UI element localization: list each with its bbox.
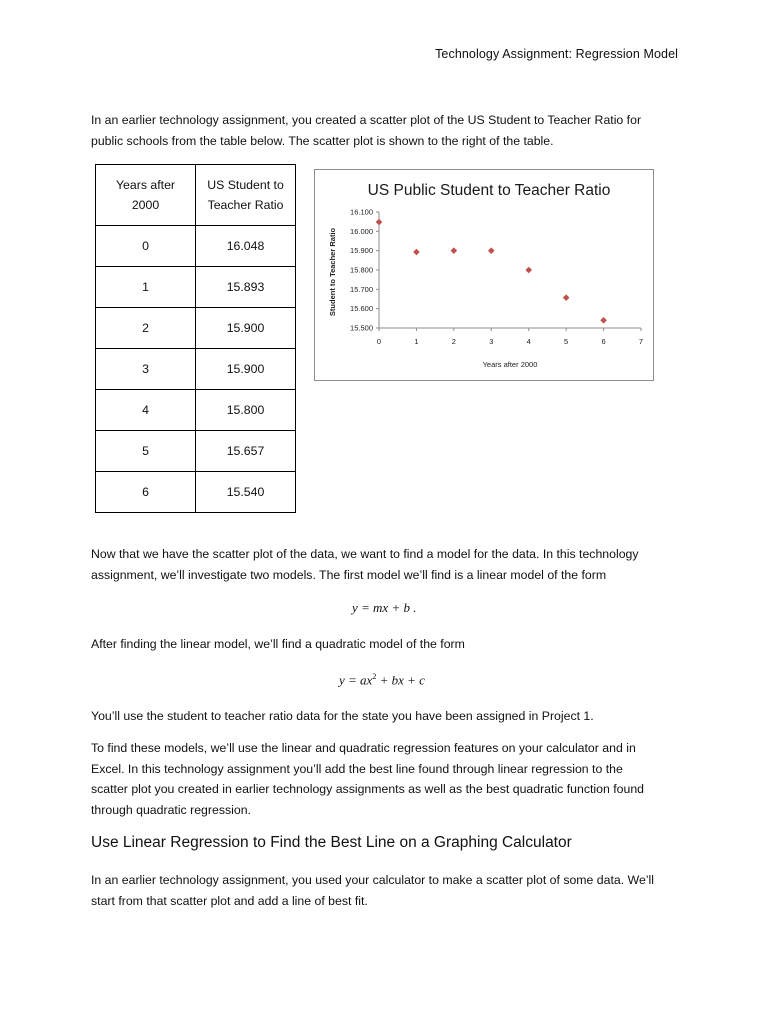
table-row [96,349,296,390]
chart-y-tick-label: 16.000 [350,226,373,236]
paragraph-models [91,544,681,585]
table-cell-ratio: 15.657 [196,431,296,472]
intro-line-2: public schools from the table below. The scatter plot is shown to the right of the table. [91,133,554,148]
table-cell-year: 5 [96,431,196,472]
paragraph-quadratic: After finding the linear model, we’ll find a quadratic model of the form [91,637,465,651]
table-cell-ratio: 15.900 [196,308,296,349]
paragraph-calculator-line-1: In an earlier technology assignment, you used your calculator to make a scatter plot of some data. We’ll [91,873,654,887]
table-cell-ratio: 15.900 [196,349,296,390]
chart-x-tick-label: 6 [601,337,606,346]
table-cell-ratio: 15.800 [196,390,296,431]
section-heading: Use Linear Regression to Find the Best Line on a Graphing Calculator [91,834,572,851]
chart-x-tick-label: 0 [376,337,382,346]
paragraph-regression-features [91,738,681,820]
data-point [525,267,532,274]
chart-x-tick-label: 3 [489,337,494,346]
data-point [600,317,607,324]
paragraph-regression-line-2: Excel. In this technology assignment you’ll add the best line found through linear regression to the [91,761,623,776]
linear-equation: y = mx + b . [352,600,417,615]
chart-y-axis-title: Student to Teacher Ratio [328,227,337,317]
table-cell-year: 3 [96,349,196,390]
table-cell-ratio: 15.893 [196,267,296,308]
table-cell-ratio: 15.540 [196,472,296,513]
chart-y-tick-label: 16.100 [350,207,373,217]
paragraph-calculator [91,870,681,911]
data-point [451,247,458,254]
table-row [96,226,296,267]
chart-y-tick-label: 15.800 [350,265,373,275]
table-cell-year: 2 [96,308,196,349]
paragraph-regression-line-4: through quadratic regression. [91,802,251,817]
chart-y-tick-label: 15.500 [350,323,373,333]
scatter-chart-svg [315,170,655,382]
scatter-chart [314,169,654,381]
table-cell-year: 6 [96,472,196,513]
chart-x-axis-title: Years after 2000 [482,360,538,369]
table-header-ratio: US Student to Teacher Ratio [196,165,296,226]
chart-x-tick-label: 1 [414,337,419,346]
table-cell-ratio: 16.048 [196,226,296,267]
table-header-row [96,165,296,226]
data-point [413,249,420,256]
table-cell-year: 0 [96,226,196,267]
table-row [96,472,296,513]
chart-x-tick-label: 5 [564,337,569,346]
table-row [96,308,296,349]
intro-paragraph [91,110,681,151]
paragraph-regression-line-3: scatter plot you created in earlier technology assignments as well as the best quadratic function found [91,782,644,796]
table-row [96,390,296,431]
chart-y-tick-label: 15.700 [350,284,373,294]
table-cell-year: 1 [96,267,196,308]
paragraph-models-line-1: Now that we have the scatter plot of the data, we want to find a model for the data. In this technology [91,547,639,561]
chart-title: US Public Student to Teacher Ratio [367,182,611,199]
table-row [96,267,296,308]
chart-x-tick-label: 4 [526,337,531,346]
intro-line-1: In an earlier technology assignment, you created a scatter plot of the US Student to Teacher Ratio for [91,113,642,127]
paragraph-state-data: You’ll use the student to teacher ratio data for the state you have been assigned in Project 1. [91,709,594,723]
data-point [563,294,570,301]
quadratic-equation [339,672,425,688]
data-point [376,219,383,226]
chart-y-tick-label: 15.900 [350,246,373,256]
table-cell-year: 4 [96,390,196,431]
paragraph-calculator-line-2: start from that scatter plot and add a line of best fit. [91,893,368,908]
table-header-years: Years after 2000 [96,165,196,226]
chart-y-tick-label: 15.600 [350,304,373,314]
table-row [96,431,296,472]
chart-x-tick-label: 7 [638,337,644,346]
chart-x-tick-label: 2 [451,337,456,346]
data-table [95,164,296,513]
data-point [488,247,495,254]
paragraph-regression-line-1: To find these models, we’ll use the linear and quadratic regression features on your calculator and in [91,741,636,755]
paragraph-models-line-2: assignment, we’ll investigate two models. The first model we’ll find is a linear model of the form [91,567,607,582]
quadratic-equation-prefix: y = ax [339,672,373,688]
quadratic-equation-exponent: 2 [372,672,377,681]
quadratic-equation-suffix: + bx + c [376,672,425,688]
page-header-title: Technology Assignment: Regression Model [435,47,678,61]
